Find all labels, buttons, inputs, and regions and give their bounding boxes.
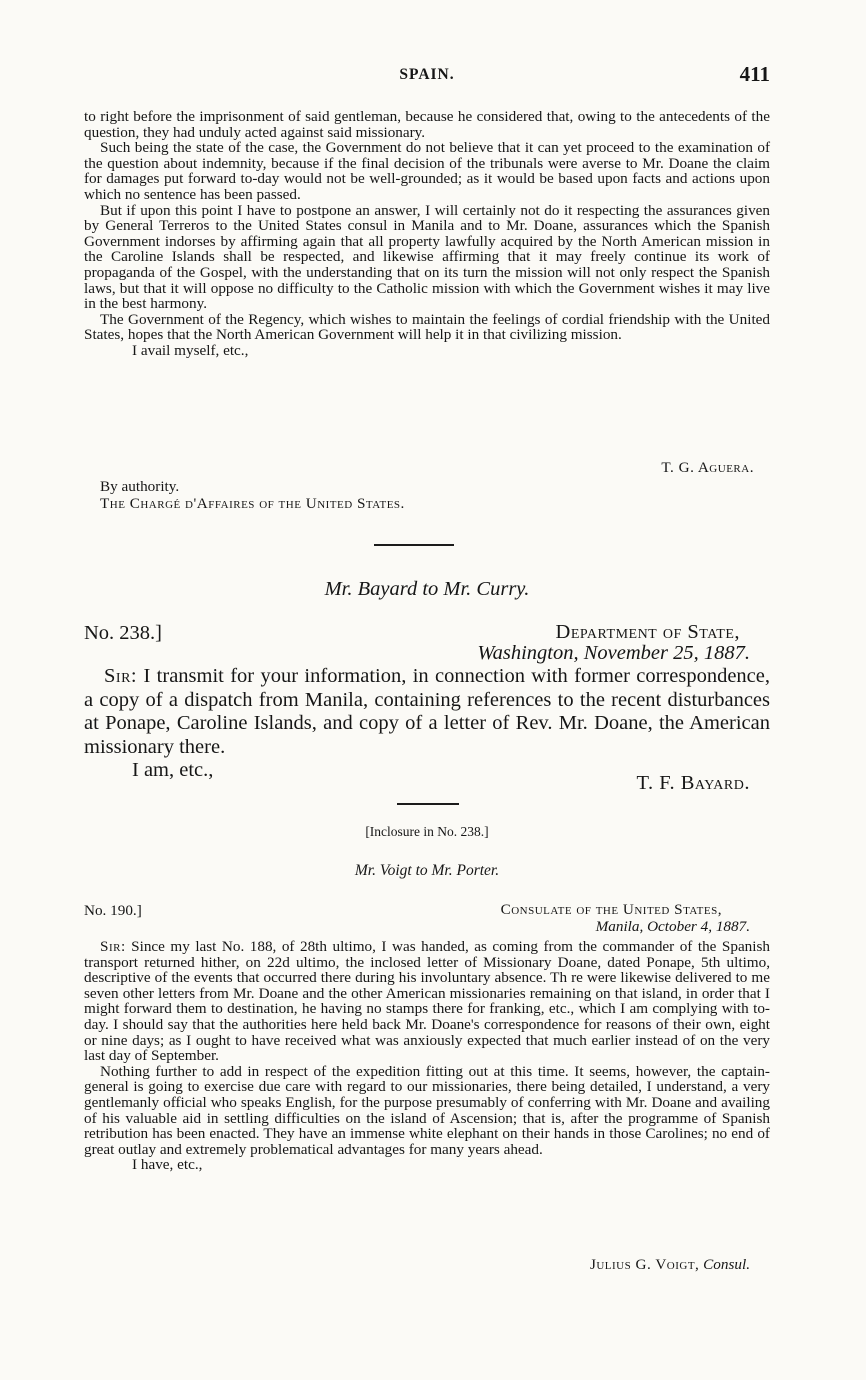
addressee: The Chargé d'Affaires of the United States. xyxy=(100,495,405,512)
running-title: SPAIN. xyxy=(399,66,455,83)
letter-text: I transmit for your information, in connection with former correspondence, a copy of a dispatch from Manila, containing references to the recent disturbances at Ponape, Caroline Islands, and copy of a letter of Rev. Mr. Doane, the American missionary there. xyxy=(84,665,771,758)
inclosure-heading: Mr. Voigt to Mr. Porter. xyxy=(354,862,500,879)
letter-heading: Mr. Bayard to Mr. Curry. xyxy=(324,578,530,600)
signature-voigt xyxy=(590,1256,750,1274)
closing: I have, etc., xyxy=(132,1156,203,1174)
signature-aguera: T. G. Aguera. xyxy=(661,459,754,476)
voigt-letter-body xyxy=(84,939,770,1173)
paragraph: Such being the state of the case, the Government do not believe that it can yet proceed to the examination of the question about indemnity, because if the final decision of the tribunals were averse to Mr. Doane the claim for damages put forward to-day would not be well-grounded; as it would be based upon facts and actions upon which no sentence has been passed. xyxy=(84,139,770,203)
paragraph: But if upon this point I have to postpone an answer, I will certainly not do it respecting the assurances given by General Terreros to the United States consul in Manila and to Mr. Doane, assurances which the Spanish Government indorses by affirming again that all property lawfully acquired by the North American mission in the Caroline Islands shall be respected, and likewise affirming that it may freely continue its work of propaganda of the Gospel, with the understanding that on its turn the mission will not only respect the Spanish laws, but that it will oppose no difficulty to the Catholic mission with which the Government wishes it may live in the best harmony. xyxy=(84,201,770,313)
bayard-letter-body xyxy=(84,665,770,783)
section-divider xyxy=(374,544,454,546)
paragraph: The Government of the Regency, which wishes to maintain the feelings of cordial friendship with the United States, hopes that the North American Government will help it in that civilizing mission. xyxy=(84,310,770,344)
consulate-name: Consulate of the United States, xyxy=(500,901,722,918)
paragraph: to right before the imprisonment of said gentleman, because he considered that, owing to the antecedents of the question, they had unduly acted against said missionary. xyxy=(84,108,770,141)
department-name: Department of State, xyxy=(555,621,740,643)
running-header xyxy=(84,62,770,88)
closing: I am, etc., xyxy=(132,759,214,781)
salutation: Sir: xyxy=(100,938,126,955)
closing: I avail myself, etc., xyxy=(132,341,249,359)
signature-name: Julius G. Voigt, xyxy=(589,1256,700,1273)
by-authority: By authority. xyxy=(100,478,180,495)
aguera-letter-body xyxy=(84,109,770,359)
place-date: Washington, November 25, 1887. xyxy=(477,642,750,664)
section-divider xyxy=(397,803,459,805)
dispatch-number: No. 190.] xyxy=(84,902,142,919)
signature-bayard: T. F. Bayard. xyxy=(636,772,750,794)
salutation: Sir: xyxy=(104,665,138,687)
paragraph: Nothing further to add in respect of the expedition fitting out at this time. It seems, however, the captain-general is going to exercise due care with regard to our missionaries, there being detailed, I understand, a very gentlemanly official who speaks English, for the purpose presumably of conferring with Mr. Doane and availing of his valuable aid in settling difficulties on the island of Ascension; that is, after the programme of Spanish retribution has been enacted. They have an immense white elephant on their hands in those Carolines; no end of great outlay and extremely problematical advantages for many years ahead. xyxy=(84,1062,770,1158)
inclosure-label: [Inclosure in No. 238.] xyxy=(365,824,489,839)
dispatch-number: No. 238.] xyxy=(84,622,163,644)
letter-text: Since my last No. 188, of 28th ultimo, I was handed, as coming from the commander of the Spanish transport returned hither, on 22d ultimo, the inclosed letter of Missionary Doane, dated Ponape, 5th ultimo, descriptive of the events that occurred there during his involuntary absence. Th re were likewise delivered to me seven other letters from Mr. Doane and the other American missionaries remaining on that island, in order that I might forward them to destination, he having no stamps there for franking, etc., which I am complying with to-day. I should say that the authorities here held back Mr. Doane's correspondence for reasons of their own, eight or nine days; as I ought to have received what was anxiously expected that much earlier instead of on the very last day of September. xyxy=(84,938,771,1065)
page-number: 411 xyxy=(739,62,770,86)
signature-title: Consul. xyxy=(703,1256,750,1273)
place-date: Manila, October 4, 1887. xyxy=(595,918,750,935)
